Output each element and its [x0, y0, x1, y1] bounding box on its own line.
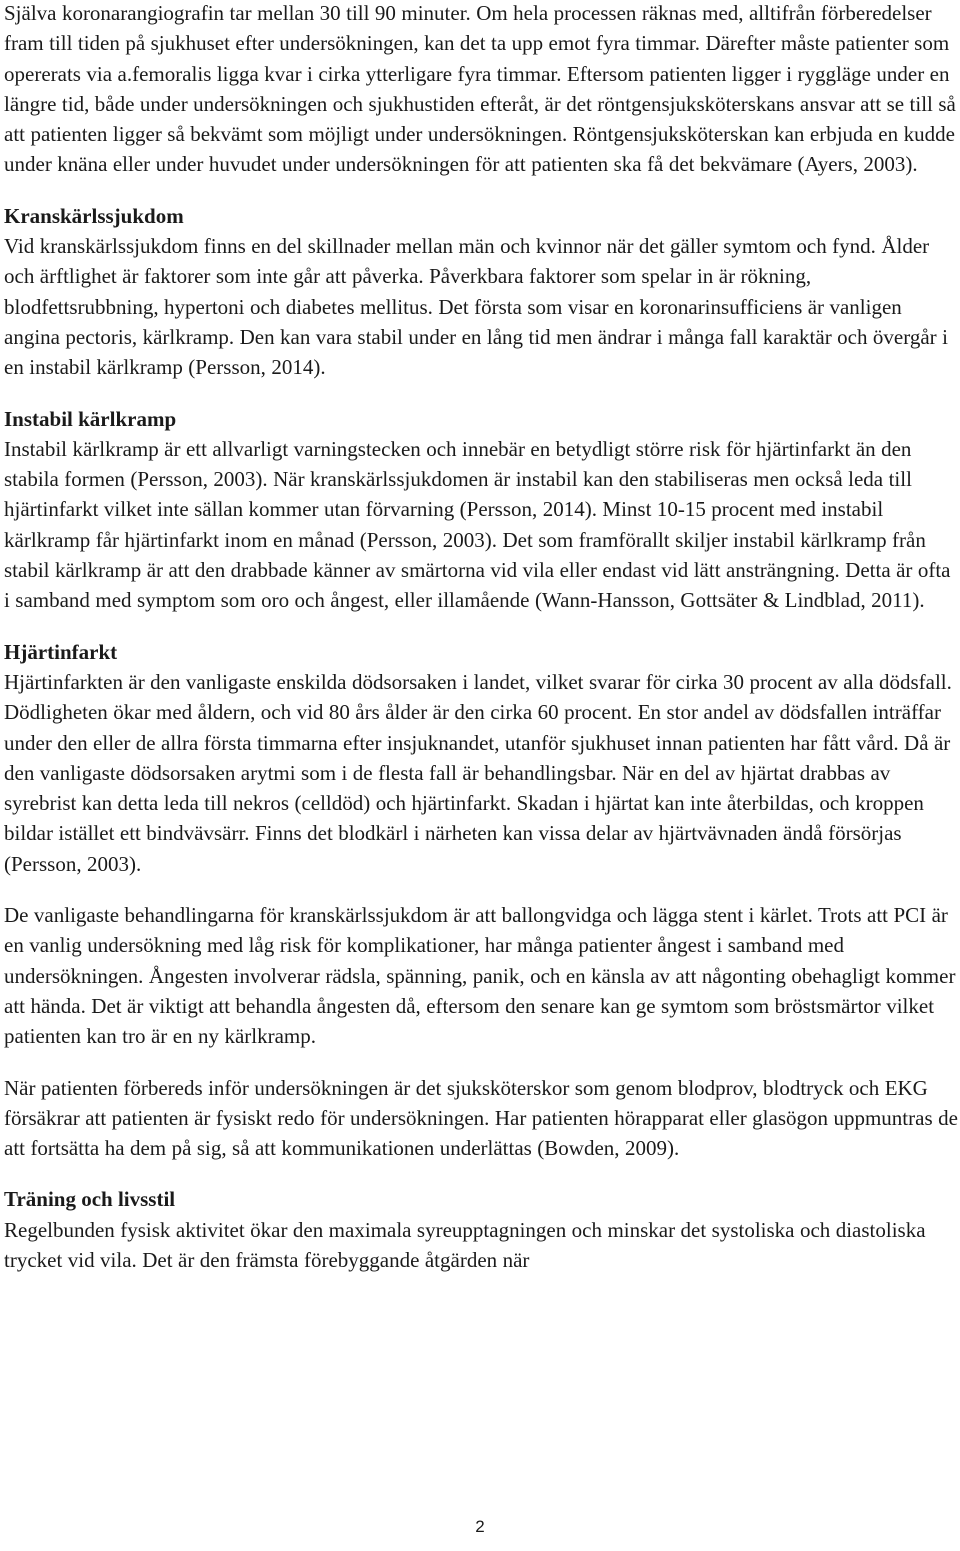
document-page — [4, 0, 958, 1275]
section-paragraph: De vanligaste behandlingarna för kranskärlssjukdom är att ballongvidga och lägga stent i kärlet. Trots att PCI är en vanlig undersökning med låg risk för komplikationer, har många patienter ångest i samband med undersökningen. Ångesten involverar rädsla, spänning, panik, och en känsla av att någonting obehagligt kommer att hända. Det är viktigt att behandla ångesten då, eftersom den senare kan ge symtom som bröstsmärtor vilket patienten kan tro är en ny kärlkramp. — [4, 903, 956, 1049]
section-paragraph: Hjärtinfarkten är den vanligaste enskilda dödsorsaken i landet, vilket svarar för cirka 30 procent av alla dödsfall. Dödligheten ökar med åldern, och vid 80 års ålder är den cirka 60 procent. En stor andel av dödsfallen inträffar under den eller de allra första timmarna efter insjuknandet, utanför sjukhuset innan patienten har fått vård. Då är den vanligaste dödsorsaken arytmi som i de flesta fall är behandlingsbar. När en del av hjärtat drabbas av syrebrist kan detta leda till nekros (celldöd) och hjärtinfarkt. Skadan i hjärtat kan inte återbildas, och kroppen bildar istället ett bindvävsärr. Finns det blodkärl i närheten kan vissa delar av hjärtvävnaden ändå försörjas (Persson, 2003). — [4, 669, 952, 876]
section-heading: Hjärtinfarkt — [4, 639, 118, 664]
section-paragraph: Vid kranskärlssjukdom finns en del skillnader mellan män och kvinnor när det gäller symtom och fynd. Ålder och ärftlighet är faktorer som inte går att påverka. Påverkbara faktorer som spelar in är rökning, blodfettsrubbning, hypertoni och diabetes mellitus. Det första som visar en koronarinsufficiens är vanligen angina pectoris, kärlkramp. Den kan vara stabil under en lång tid men ändrar i många fall karaktär och övergår i en instabil kärlkramp (Persson, 2014). — [4, 234, 948, 380]
section-instabil-karlkramp — [4, 404, 958, 616]
section-paragraph: Instabil kärlkramp är ett allvarligt varningstecken och innebär en betydligt större risk för hjärtinfarkt än den stabila formen (Persson, 2003). När kranskärlssjukdomen är instabil kan den stabiliseras men också leda till hjärtinfarkt vilket inte sällan kommer utan förvarning (Persson, 2014). Minst 10-15 procent med instabil kärlkramp får hjärtinfarkt inom en månad (Persson, 2003). Det som framförallt skiljer instabil kärlkramp från stabil kärlkramp är att den drabbade känner av smärtorna vid vila eller endast vid lätt ansträngning. Detta är ofta i samband med symptom som oro och ångest, eller illamående (Wann-Hansson, Gottsäter & Lindblad, 2011). — [4, 436, 951, 613]
section-paragraph: När patienten förbereds inför undersökningen är det sjuksköterskor som genom blodprov, blodtryck och EKG försäkrar att patienten är fysiskt redo för undersökningen. Har patienten hörapparat eller glasögon uppmuntras de att fortsätta ha dem på sig, så att kommunikationen underlättas (Bowden, 2009). — [4, 1075, 958, 1161]
section-traning-och-livsstil — [4, 1184, 958, 1275]
page-number: 2 — [475, 1517, 485, 1536]
section-heading: Träning och livsstil — [4, 1187, 176, 1212]
intro-paragraph: Själva koronarangiografin tar mellan 30 till 90 minuter. Om hela processen räknas med, alltifrån förberedelser fram till tiden på sjukhuset efter undersökningen, kan det ta upp emot fyra timmar. Därefter måste patienter som opererats via a.femoralis ligga kvar i cirka ytterligare fyra timmar. Eftersom patienten ligger i ryggläge under en längre tid, både under undersökningen och sjukhustiden efteråt, är det röntgensjuksköterskans ansvar att se till så att patienten ligger så bekvämt som möjligt under undersökningen. Röntgensjuksköterskan kan erbjuda en kudde under knäna eller under huvudet under undersökningen för att patienten ska få det bekvämare (Ayers, 2003). — [4, 1, 956, 177]
section-hjartinfarkt — [4, 637, 958, 1164]
section-heading: Kranskärlssjukdom — [4, 203, 184, 228]
section-heading: Instabil kärlkramp — [4, 406, 177, 431]
section-paragraph: Regelbunden fysisk aktivitet ökar den maximala syreupptagningen och minskar det systoliska och diastoliska trycket vid vila. Det är den främsta förebyggande åtgärden när — [4, 1217, 926, 1272]
section-kranskarlssjukdom — [4, 201, 958, 383]
